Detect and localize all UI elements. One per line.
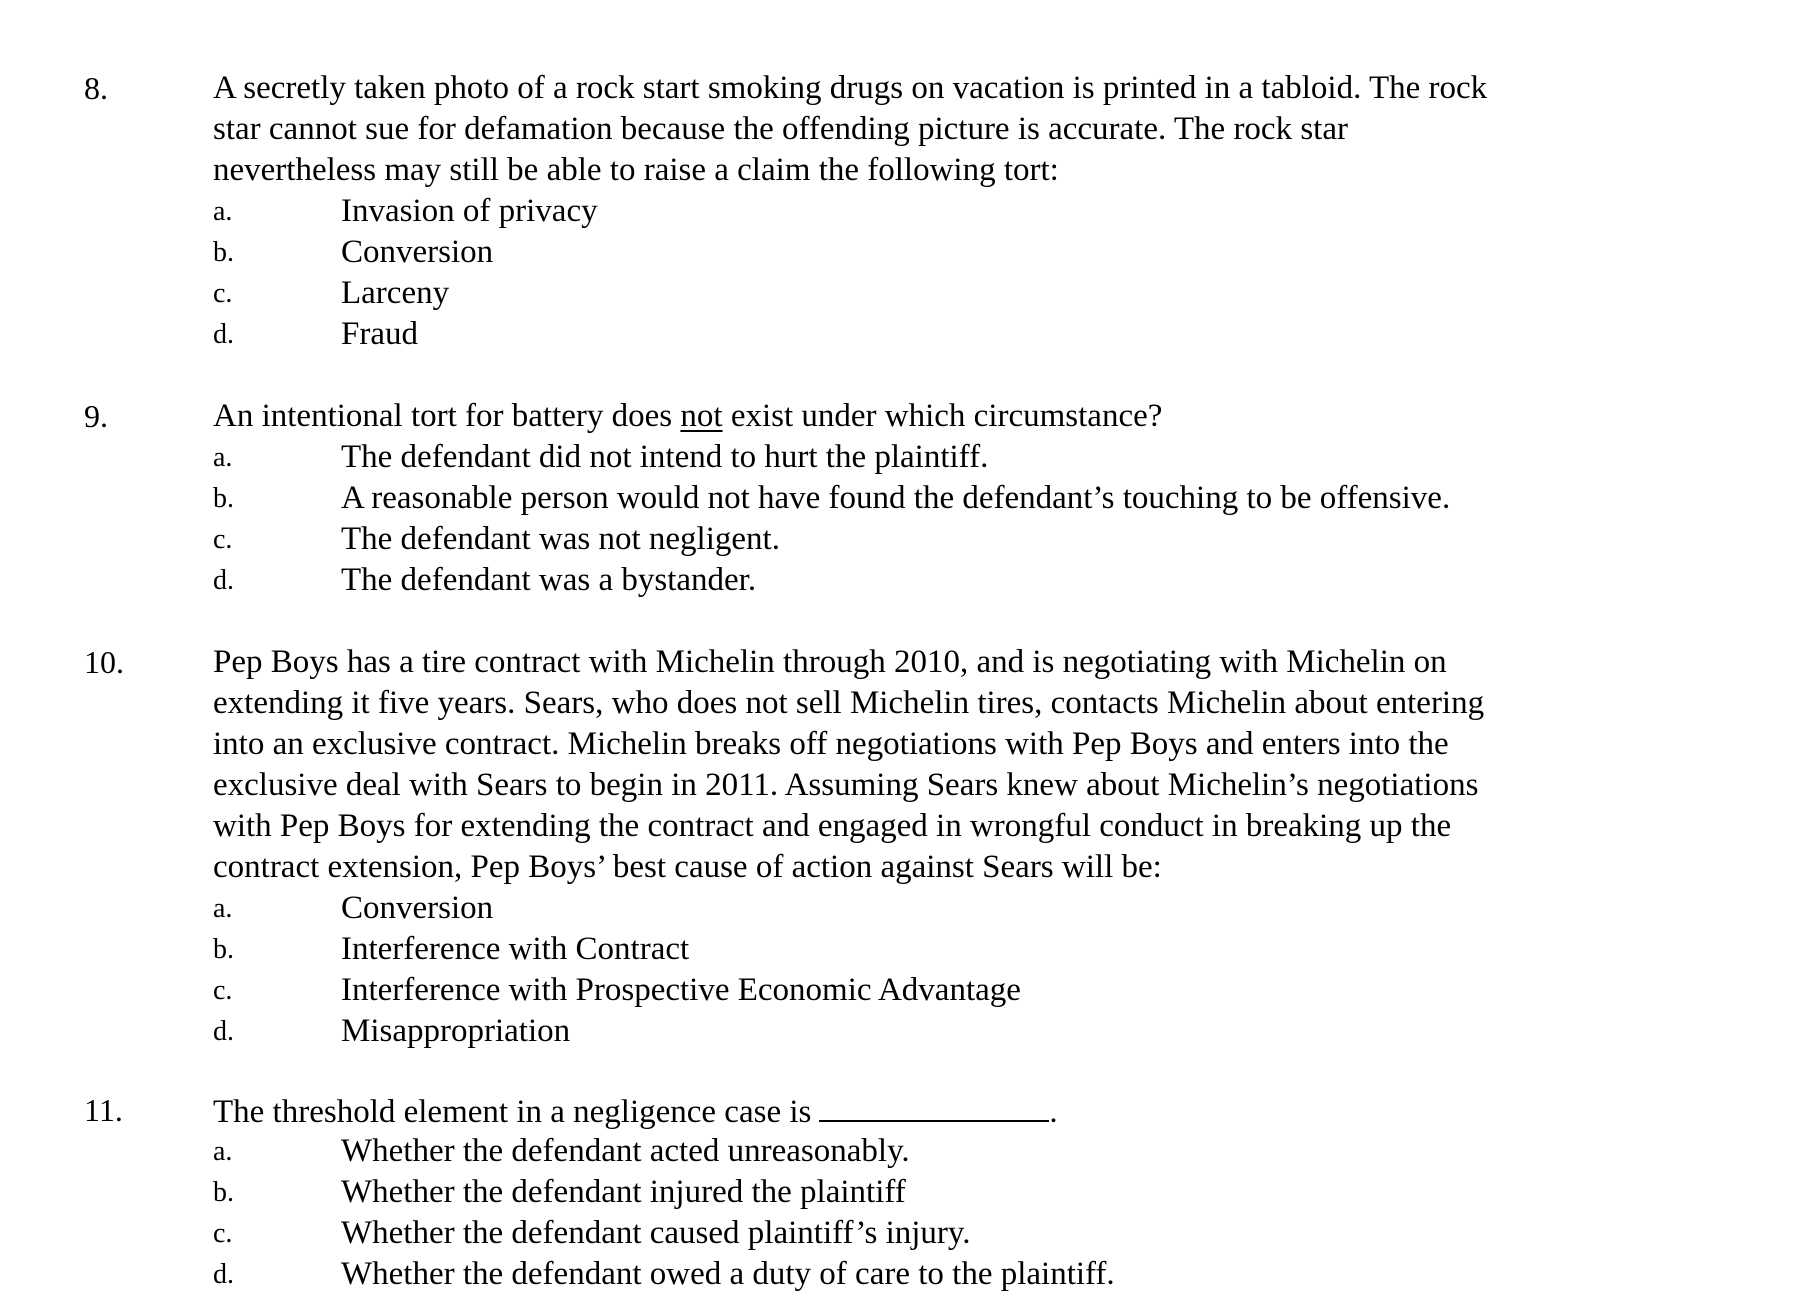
answer-option-c (0, 273, 1818, 314)
stem-line: nevertheless may still be able to raise a claim the following tort: (213, 152, 1059, 188)
option-letter: c. (213, 278, 233, 309)
option-letter: d. (213, 1259, 234, 1290)
option-text: Conversion (341, 890, 494, 926)
option-letter: a. (213, 196, 233, 227)
stem-line (213, 396, 1633, 437)
option-text: A reasonable person would not have found the defendant’s touching to be offensive. (341, 480, 1451, 516)
question-number: 11. (84, 1092, 123, 1128)
option-letter: d. (213, 1016, 234, 1047)
stem-line: extending it five years. Sears, who does not sell Michelin tires, contacts Michelin about entering (213, 685, 1485, 721)
stem-line: Pep Boys has a tire contract with Michelin through 2010, and is negotiating with Michelin on (213, 644, 1447, 680)
answer-option-d (0, 1011, 1818, 1052)
underlined-word: not (680, 398, 723, 434)
question-number: 8. (84, 70, 108, 106)
stem-line: star cannot sue for defamation because the offending picture is accurate. The rock star (213, 111, 1348, 147)
answer-option-d (0, 560, 1818, 601)
stem-line (213, 1090, 1633, 1133)
option-text: Whether the defendant acted unreasonably. (341, 1133, 910, 1169)
option-letter: c. (213, 524, 233, 555)
fill-in-blank (819, 1090, 1049, 1122)
answer-option-b (0, 1172, 1818, 1213)
option-text: Interference with Prospective Economic Advantage (341, 972, 1021, 1008)
answer-option-d (0, 1254, 1818, 1295)
option-letter: a. (213, 893, 233, 924)
question-number: 10. (84, 644, 124, 680)
stem-text: . (1049, 1094, 1058, 1130)
answer-options (0, 888, 1818, 1052)
option-text: Interference with Contract (341, 931, 690, 967)
option-text: The defendant was not negligent. (341, 521, 780, 557)
option-text: The defendant did not intend to hurt the plaintiff. (341, 439, 989, 475)
stem-line: exclusive deal with Sears to begin in 2011. Assuming Sears knew about Michelin’s negotiations (213, 767, 1479, 803)
option-text: Misappropriation (341, 1013, 571, 1049)
stem-text: The threshold element in a negligence case is (213, 1094, 812, 1130)
answer-option-b (0, 232, 1818, 273)
option-letter: d. (213, 319, 234, 350)
answer-option-c (0, 519, 1818, 560)
answer-option-a (0, 1131, 1818, 1172)
question-stem (213, 1090, 1633, 1133)
stem-line: into an exclusive contract. Michelin breaks off negotiations with Pep Boys and enters into the (213, 726, 1449, 762)
answer-options (0, 437, 1818, 601)
option-text: Whether the defendant injured the plaintiff (341, 1174, 906, 1210)
option-letter: b. (213, 237, 234, 268)
option-text: The defendant was a bystander. (341, 562, 757, 598)
option-letter: b. (213, 1177, 234, 1208)
answer-option-d (0, 314, 1818, 355)
stem-line: A secretly taken photo of a rock start smoking drugs on vacation is printed in a tabloid. The rock (213, 70, 1488, 106)
stem-line: contract extension, Pep Boys’ best cause of action against Sears will be: (213, 849, 1162, 885)
option-text: Invasion of privacy (341, 193, 598, 229)
question-stem (213, 642, 1633, 888)
stem-text: An intentional tort for battery does (213, 398, 681, 434)
option-letter: c. (213, 1218, 233, 1249)
answer-option-a (0, 888, 1818, 929)
option-text: Fraud (341, 316, 418, 352)
answer-option-b (0, 478, 1818, 519)
option-text: Larceny (341, 275, 450, 311)
option-text: Conversion (341, 234, 494, 270)
option-letter: a. (213, 1136, 233, 1167)
option-text: Whether the defendant caused plaintiff’s injury. (341, 1215, 971, 1251)
answer-option-a (0, 191, 1818, 232)
answer-option-c (0, 970, 1818, 1011)
question-stem (213, 68, 1633, 191)
option-letter: d. (213, 565, 234, 596)
stem-text: exist under which circumstance? (722, 398, 1163, 434)
question-stem (213, 396, 1633, 437)
option-text: Whether the defendant owed a duty of care to the plaintiff. (341, 1256, 1115, 1292)
option-letter: a. (213, 442, 233, 473)
answer-option-c (0, 1213, 1818, 1254)
answer-option-a (0, 437, 1818, 478)
answer-options (0, 1131, 1818, 1295)
answer-options (0, 191, 1818, 355)
option-letter: b. (213, 934, 234, 965)
option-letter: c. (213, 975, 233, 1006)
question-number: 9. (84, 398, 108, 434)
option-letter: b. (213, 483, 234, 514)
answer-option-b (0, 929, 1818, 970)
stem-line: with Pep Boys for extending the contract and engaged in wrongful conduct in breaking up the (213, 808, 1452, 844)
